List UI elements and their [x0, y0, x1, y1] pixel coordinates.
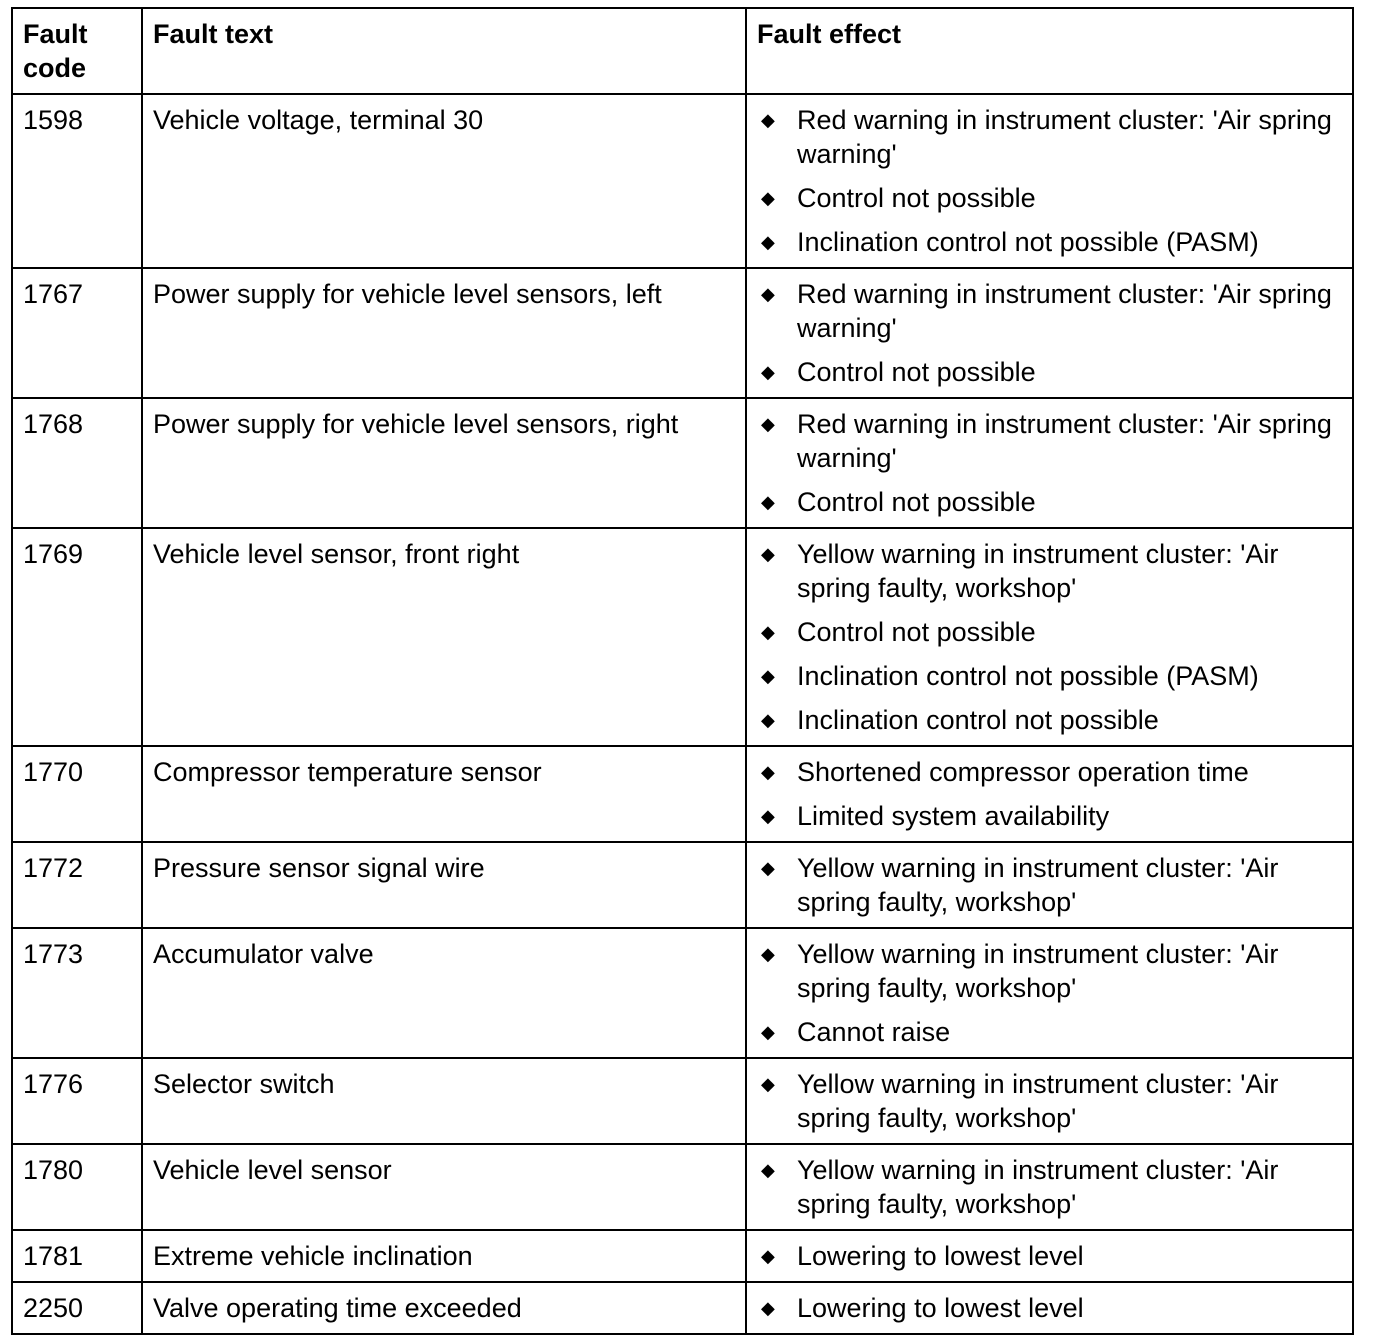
- fault-code-table: [11, 7, 1354, 1335]
- diamond-bullet-icon: ◆: [761, 1298, 775, 1318]
- fault-effect-cell: [746, 1058, 1353, 1144]
- fault-effect-item: [757, 355, 1342, 389]
- fault-effect-item: [757, 485, 1342, 519]
- fault-effect-text: Red warning in instrument cluster: 'Air spring warning': [797, 279, 1332, 343]
- fault-effect-cell: [746, 928, 1353, 1058]
- fault-effect-cell: [746, 1282, 1353, 1334]
- fault-effect-item: [757, 407, 1342, 475]
- fault-code-cell: 1769: [12, 528, 142, 746]
- fault-text-cell: Vehicle level sensor: [142, 1144, 746, 1230]
- fault-effect-text: Inclination control not possible (PASM): [797, 661, 1259, 691]
- fault-effect-list: [757, 851, 1342, 919]
- fault-code-cell: 1776: [12, 1058, 142, 1144]
- fault-code-cell: 1772: [12, 842, 142, 928]
- fault-effect-text: Yellow warning in instrument cluster: 'Air spring faulty, workshop': [797, 1069, 1279, 1133]
- table-row: [12, 528, 1353, 746]
- diamond-bullet-icon: ◆: [761, 492, 775, 512]
- fault-effect-item: [757, 659, 1342, 693]
- fault-effect-text: Control not possible: [797, 487, 1036, 517]
- table-row: [12, 1230, 1353, 1282]
- fault-effect-text: Red warning in instrument cluster: 'Air spring warning': [797, 409, 1332, 473]
- table-header-row: [12, 8, 1353, 94]
- fault-text-cell: Accumulator valve: [142, 928, 746, 1058]
- header-fault-effect: Fault effect: [746, 8, 1353, 94]
- fault-text-cell: Vehicle level sensor, front right: [142, 528, 746, 746]
- fault-effect-text: Control not possible: [797, 183, 1036, 213]
- fault-effect-cell: [746, 842, 1353, 928]
- fault-effect-item: [757, 615, 1342, 649]
- diamond-bullet-icon: ◆: [761, 544, 775, 564]
- table-row: [12, 1058, 1353, 1144]
- fault-effect-item: [757, 937, 1342, 1005]
- fault-effect-item: [757, 755, 1342, 789]
- fault-effect-text: Yellow warning in instrument cluster: 'Air spring faulty, workshop': [797, 1155, 1279, 1219]
- fault-effect-list: [757, 277, 1342, 389]
- header-fault-code: [12, 8, 142, 94]
- fault-code-cell: 1773: [12, 928, 142, 1058]
- fault-text-cell: Extreme vehicle inclination: [142, 1230, 746, 1282]
- diamond-bullet-icon: ◆: [761, 762, 775, 782]
- header-fault-code-line1: Fault: [23, 19, 88, 49]
- fault-effect-cell: [746, 398, 1353, 528]
- fault-effect-text: Lowering to lowest level: [797, 1293, 1084, 1323]
- diamond-bullet-icon: ◆: [761, 110, 775, 130]
- fault-effect-text: Control not possible: [797, 617, 1036, 647]
- fault-effect-text: Lowering to lowest level: [797, 1241, 1084, 1271]
- fault-effect-text: Inclination control not possible: [797, 705, 1159, 735]
- fault-effect-item: [757, 851, 1342, 919]
- fault-effect-text: Red warning in instrument cluster: 'Air spring warning': [797, 105, 1332, 169]
- diamond-bullet-icon: ◆: [761, 188, 775, 208]
- fault-code-cell: 1770: [12, 746, 142, 842]
- header-fault-code-line2: code: [23, 53, 87, 83]
- diamond-bullet-icon: ◆: [761, 806, 775, 826]
- fault-effect-item: [757, 1015, 1342, 1049]
- diamond-bullet-icon: ◆: [761, 1022, 775, 1042]
- fault-effect-list: [757, 755, 1342, 833]
- table-row: [12, 1144, 1353, 1230]
- fault-effect-text: Yellow warning in instrument cluster: 'Air spring faulty, workshop': [797, 853, 1279, 917]
- fault-effect-list: [757, 1239, 1342, 1273]
- diamond-bullet-icon: ◆: [761, 666, 775, 686]
- fault-code-cell: 1768: [12, 398, 142, 528]
- fault-effect-item: [757, 1239, 1342, 1273]
- table-row: [12, 398, 1353, 528]
- diamond-bullet-icon: ◆: [761, 1246, 775, 1266]
- fault-text-cell: Compressor temperature sensor: [142, 746, 746, 842]
- fault-effect-item: [757, 537, 1342, 605]
- fault-effect-item: [757, 703, 1342, 737]
- fault-effect-list: [757, 407, 1342, 519]
- diamond-bullet-icon: ◆: [761, 710, 775, 730]
- fault-effect-item: [757, 1291, 1342, 1325]
- fault-effect-cell: [746, 268, 1353, 398]
- fault-effect-item: [757, 799, 1342, 833]
- fault-effect-list: [757, 1153, 1342, 1221]
- fault-text-cell: Valve operating time exceeded: [142, 1282, 746, 1334]
- fault-effect-item: [757, 1067, 1342, 1135]
- fault-effect-cell: [746, 528, 1353, 746]
- diamond-bullet-icon: ◆: [761, 284, 775, 304]
- fault-effect-list: [757, 1067, 1342, 1135]
- table-row: [12, 94, 1353, 268]
- diamond-bullet-icon: ◆: [761, 414, 775, 434]
- table-row: [12, 842, 1353, 928]
- fault-effect-text: Yellow warning in instrument cluster: 'Air spring faulty, workshop': [797, 539, 1279, 603]
- fault-effect-cell: [746, 1144, 1353, 1230]
- fault-code-cell: 1767: [12, 268, 142, 398]
- diamond-bullet-icon: ◆: [761, 622, 775, 642]
- fault-effect-text: Inclination control not possible (PASM): [797, 227, 1259, 257]
- fault-effect-list: [757, 103, 1342, 259]
- fault-effect-item: [757, 103, 1342, 171]
- fault-text-cell: Selector switch: [142, 1058, 746, 1144]
- header-fault-text: Fault text: [142, 8, 746, 94]
- fault-effect-item: [757, 1153, 1342, 1221]
- fault-text-cell: Power supply for vehicle level sensors, left: [142, 268, 746, 398]
- table-row: [12, 1282, 1353, 1334]
- fault-effect-cell: [746, 94, 1353, 268]
- fault-effect-item: [757, 277, 1342, 345]
- table-row: [12, 746, 1353, 842]
- fault-text-cell: Vehicle voltage, terminal 30: [142, 94, 746, 268]
- fault-effect-text: Yellow warning in instrument cluster: 'Air spring faulty, workshop': [797, 939, 1279, 1003]
- fault-effect-list: [757, 537, 1342, 737]
- table-row: [12, 268, 1353, 398]
- fault-code-cell: 1780: [12, 1144, 142, 1230]
- fault-text-cell: Pressure sensor signal wire: [142, 842, 746, 928]
- diamond-bullet-icon: ◆: [761, 362, 775, 382]
- fault-effect-text: Limited system availability: [797, 801, 1110, 831]
- diamond-bullet-icon: ◆: [761, 944, 775, 964]
- diamond-bullet-icon: ◆: [761, 1160, 775, 1180]
- diamond-bullet-icon: ◆: [761, 232, 775, 252]
- diamond-bullet-icon: ◆: [761, 1074, 775, 1094]
- diamond-bullet-icon: ◆: [761, 858, 775, 878]
- fault-effect-text: Shortened compressor operation time: [797, 757, 1249, 787]
- fault-effect-list: [757, 937, 1342, 1049]
- fault-effect-text: Control not possible: [797, 357, 1036, 387]
- fault-text-cell: Power supply for vehicle level sensors, right: [142, 398, 746, 528]
- fault-effect-cell: [746, 746, 1353, 842]
- fault-code-cell: 1781: [12, 1230, 142, 1282]
- fault-effect-cell: [746, 1230, 1353, 1282]
- fault-code-cell: 1598: [12, 94, 142, 268]
- fault-effect-item: [757, 225, 1342, 259]
- fault-effect-list: [757, 1291, 1342, 1325]
- fault-code-cell: 2250: [12, 1282, 142, 1334]
- table-row: [12, 928, 1353, 1058]
- fault-effect-text: Cannot raise: [797, 1017, 951, 1047]
- fault-effect-item: [757, 181, 1342, 215]
